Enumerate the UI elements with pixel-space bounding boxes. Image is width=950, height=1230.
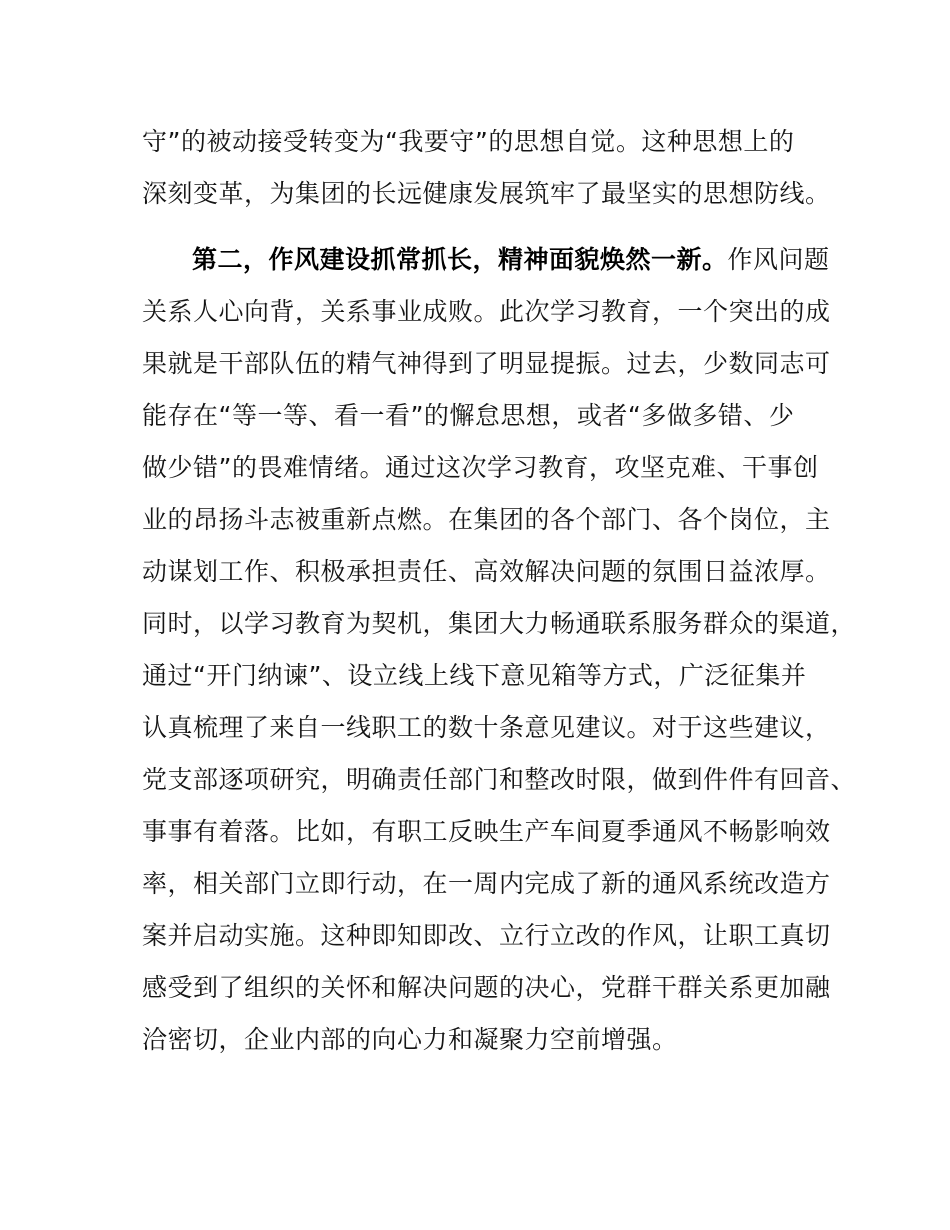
- text-line: 认真梳理了来自一线职工的数十条意见建议。对于这些建议，: [142, 713, 831, 742]
- text-line: 党支部逐项研究，明确责任部门和整改时限，做到件件有回音、: [142, 765, 857, 794]
- text-line: 业的昂扬斗志被重新点燃。在集团的各个部门、各个岗位，主: [142, 505, 831, 534]
- paragraph-first-line: [192, 234, 832, 286]
- text-line: 果就是干部队伍的精气神得到了明显提振。过去，少数同志可: [142, 349, 831, 378]
- text-line: 深刻变革，为集团的长远健康发展筑牢了最坚实的思想防线。: [142, 179, 831, 208]
- text-line: 感受到了组织的关怀和解决问题的决心，党群干群关系更加融: [142, 973, 831, 1002]
- text-line: 案并启动实施。这种即知即改、立行立改的作风，让职工真切: [142, 921, 831, 950]
- text-line: 率，相关部门立即行动，在一周内完成了新的通风系统改造方: [142, 869, 831, 898]
- text-line: 能存在“等一等、看一看”的懈怠思想，或者“多做多错、少: [142, 401, 795, 430]
- text-line: 动谋划工作、积极承担责任、高效解决问题的氛围日益浓厚。: [142, 557, 831, 586]
- text-line: 事事有着落。比如，有职工反映生产车间夏季通风不畅影响效: [142, 817, 831, 846]
- text-line: 通过“开门纳谏”、设立线上线下意见箱等方式，广泛征集并: [142, 661, 807, 690]
- section-heading: 第二，作风建设抓常抓长，精神面貌焕然一新。: [192, 245, 728, 274]
- text-span: 作风问题: [727, 245, 830, 274]
- text-line: 同时，以学习教育为契机，集团大力畅通联系服务群众的渠道，: [142, 609, 857, 638]
- text-line: 做少错”的畏难情绪。通过这次学习教育，攻坚克难、干事创: [142, 453, 819, 482]
- text-line: 守”的被动接受转变为“我要守”的思想自觉。这种思想上的: [142, 127, 795, 156]
- text-line: 洽密切，企业内部的向心力和凝聚力空前增强。: [142, 1025, 678, 1054]
- text-line: 关系人心向背，关系事业成败。此次学习教育，一个突出的成: [142, 297, 831, 326]
